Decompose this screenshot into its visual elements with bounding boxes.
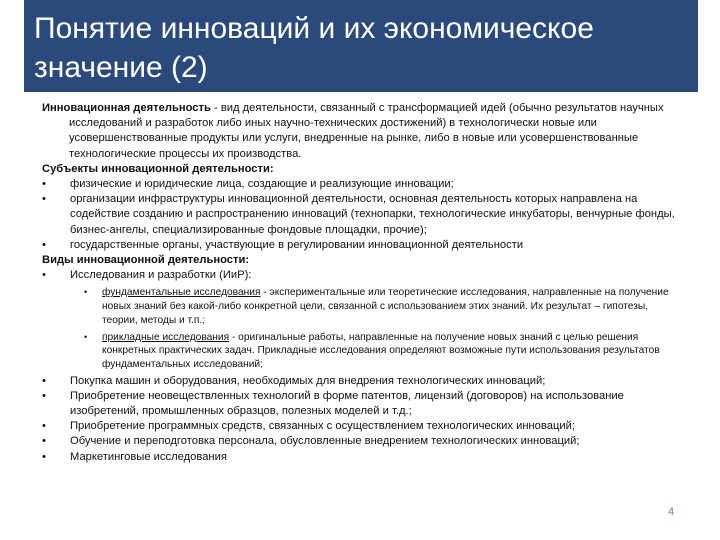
subjects-item: • физические и юридические лица, создающие и реализующие инновации;	[42, 177, 682, 192]
types-heading: Виды инновационной деятельности:	[42, 254, 250, 267]
bullet-icon: •	[42, 420, 46, 433]
types-item: • Обучение и переподготовка персонала, обусловленные внедрением технологических инноваций;	[42, 434, 682, 449]
bullet-icon: •	[42, 389, 46, 402]
bullet-icon: •	[42, 269, 46, 282]
bullet-icon: •	[84, 287, 88, 298]
research-sub-term: прикладные исследования	[102, 331, 230, 343]
types-item: • Приобретение программных средств, связанных с осуществлением технологических инноваций;	[42, 419, 682, 434]
slide-body	[42, 101, 682, 465]
slide-title-bar	[24, 0, 698, 92]
bullet-icon: •	[42, 193, 46, 206]
bullet-icon: •	[42, 178, 46, 191]
types-item: • Приобретение неовеществленных технологий в форме патентов, лицензий (договоров) на использование изобретений, промышленных образцов, полезных моделей и т.д.;	[42, 389, 624, 418]
definition-paragraph	[42, 101, 682, 162]
research-sub-item: • фундаментальные исследования - экспериментальные или теоретические исследования, направленные на получение новых знаний без какой-либо конкретной цели, связанной с использованием этих знаний. Их результат – гипотезы, теории, методы и т.п.;	[84, 287, 669, 326]
definition-text: - вид деятельности, связанный с трансформацией идей (обычно результатов научных исследований и разработок либо иных научно-технических достижений) в технологически новые или усовершенствованные продукты или услуги, внедренные на рынке, либо в новые или усовершенствованные технологические процессы их производства.	[69, 102, 664, 160]
bullet-icon: •	[42, 435, 46, 448]
bullet-icon: •	[84, 331, 88, 342]
types-item-research: • Исследования и разработки (ИиР):	[42, 268, 682, 283]
types-item: • Покупка машин и оборудования, необходимых для внедрения технологических инноваций;	[42, 374, 682, 389]
bullet-icon: •	[42, 450, 46, 463]
subjects-heading: Субъекты инновационной деятельности:	[42, 162, 274, 175]
page-number: 4	[668, 506, 675, 518]
bullet-icon: •	[42, 374, 46, 387]
types-item: • Маркетинговые исследования	[42, 450, 682, 465]
slide-title-line-2: значение (2)	[34, 51, 208, 84]
definition-term: Инновационная деятельность	[42, 102, 211, 114]
research-sub-item: • прикладные исследования - оригинальные работы, направленные на получение новых знаний с целью решения конкретных практических задач. Прикладные исследования определяют возможные пути использования результатов фундаментальных исследований;	[84, 331, 660, 370]
research-sub-term: фундаментальные исследования	[102, 287, 261, 299]
bullet-icon: •	[42, 238, 46, 251]
subjects-item: • государственные органы, участвующие в регулировании инновационной деятельности	[42, 238, 682, 253]
subjects-item: • организации инфраструктуры инновационной деятельности, основная деятельность которых направлена на содействие созданию и распространению инноваций (технопарки, технологические инкубаторы, венчурные фонды, бизнес-ангелы, специализированные фондовые площадки, прочие);	[42, 193, 675, 236]
slide-title-line-1: Понятие инноваций и их экономическое	[34, 12, 594, 45]
